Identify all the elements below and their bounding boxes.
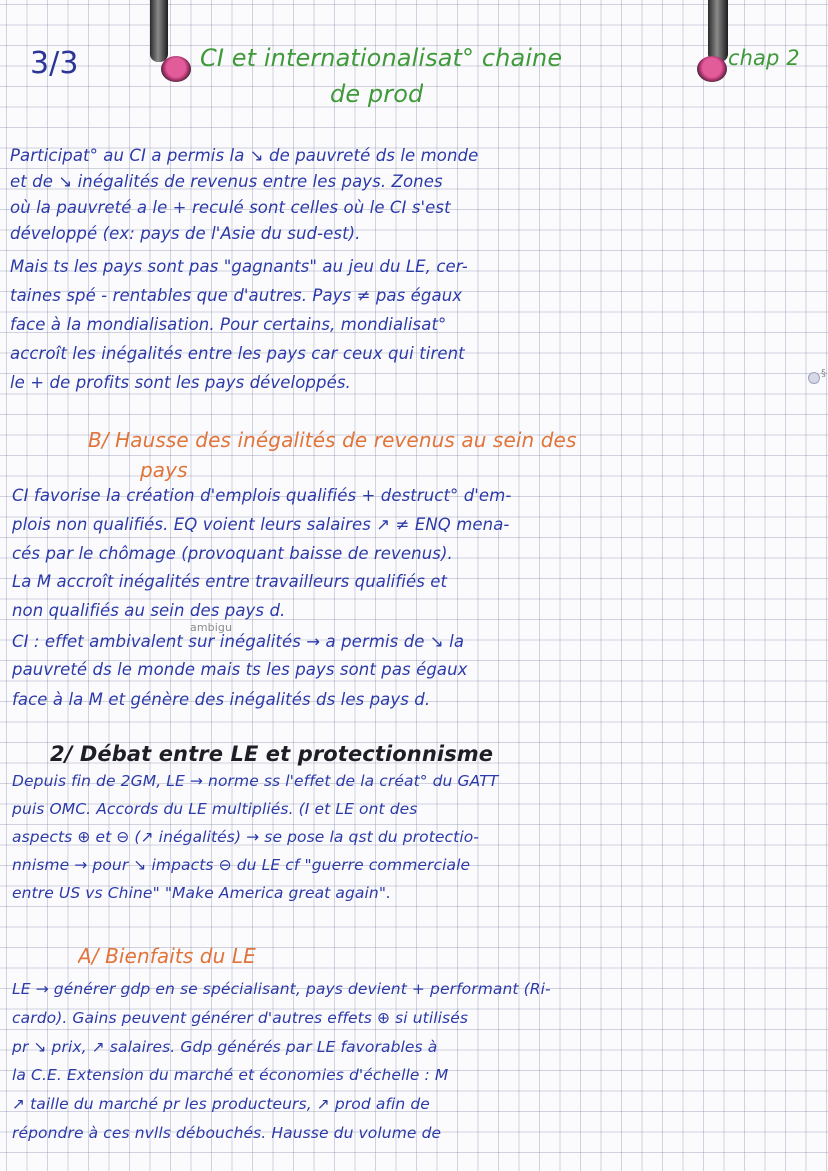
text-line: aspects ⊕ et ⊖ (↗ inégalités) → se pose la qst du protectio- [12, 828, 480, 846]
text-line: CI : effet ambivalent sur inégalités → a permis de ↘ la [12, 632, 465, 651]
text-line: où la pauvreté a le + reculé sont celles où le CI s'est [10, 198, 451, 217]
page-title: CI et internationalisat° chaine [200, 44, 563, 72]
text-line: puis OMC. Accords du LE multipliés. (I et LE ont des [12, 800, 418, 818]
binder-ring-left-base [161, 56, 191, 82]
page-mark: § [821, 368, 826, 379]
text-line: ↗ taille du marché pr les producteurs, ↗ prod afin de [12, 1095, 430, 1113]
text-line: entre US vs Chine" "Make America great again". [12, 884, 392, 902]
text-line: La M accroît inégalités entre travailleurs qualifiés et [12, 572, 448, 591]
binder-ring-right [708, 0, 728, 62]
section-heading-b-line2: pays [140, 458, 188, 482]
text-line: répondre à ces nvlls débouchés. Hausse du volume de [12, 1124, 442, 1142]
text-line: la C.E. Extension du marché et économies d'échelle : M [12, 1066, 449, 1084]
text-line: taines spé - rentables que d'autres. Pays ≠ pas égaux [10, 286, 463, 305]
text-line: LE → générer gdp en se spécialisant, pays devient + performant (Ri- [12, 980, 551, 998]
text-line: Depuis fin de 2GM, LE → norme ss l'effet de la créat° du GATT [12, 772, 499, 790]
chapter-label: chap 2 [728, 46, 800, 70]
margin-annotation: ambigu [190, 621, 233, 634]
text-line: Participat° au CI a permis la ↘ de pauvreté ds le monde [10, 146, 479, 165]
section-heading-2: 2/ Débat entre LE et protectionnisme [50, 742, 494, 766]
text-line: le + de profits sont les pays développés. [10, 373, 351, 392]
text-line: cés par le chômage (provoquant baisse de revenus). [12, 544, 453, 563]
text-line: Mais ts les pays sont pas "gagnants" au jeu du LE, cer- [10, 257, 468, 276]
text-line: accroît les inégalités entre les pays car ceux qui tirent [10, 344, 465, 363]
text-line: face à la M et génère des inégalités ds les pays d. [12, 690, 431, 709]
text-line: pauvreté ds le monde mais ts les pays sont pas égaux [12, 660, 468, 679]
text-line: pr ↘ prix, ↗ salaires. Gdp générés par LE favorables à [12, 1038, 438, 1056]
text-line: et de ↘ inégalités de revenus entre les pays. Zones [10, 172, 443, 191]
text-line: développé (ex: pays de l'Asie du sud-est). [10, 224, 361, 243]
binder-ring-left [150, 0, 168, 62]
text-line: nnisme → pour ↘ impacts ⊖ du LE cf "guerre commerciale [12, 856, 471, 874]
text-line: non qualifiés au sein des pays d. [12, 601, 286, 620]
text-line: plois non qualifiés. EQ voient leurs salaires ↗ ≠ ENQ mena- [12, 515, 510, 534]
text-line: cardo). Gains peuvent générer d'autres effets ⊕ si utilisés [12, 1009, 469, 1027]
section-heading-b: B/ Hausse des inégalités de revenus au sein des [88, 428, 577, 452]
section-heading-a: A/ Bienfaits du LE [78, 944, 256, 968]
text-line: face à la mondialisation. Pour certains, mondialisat° [10, 315, 447, 334]
page-title-line2: de prod [330, 80, 424, 108]
text-line: CI favorise la création d'emplois qualifiés + destruct° d'em- [12, 486, 512, 505]
page-number: 3/3 [30, 46, 79, 81]
